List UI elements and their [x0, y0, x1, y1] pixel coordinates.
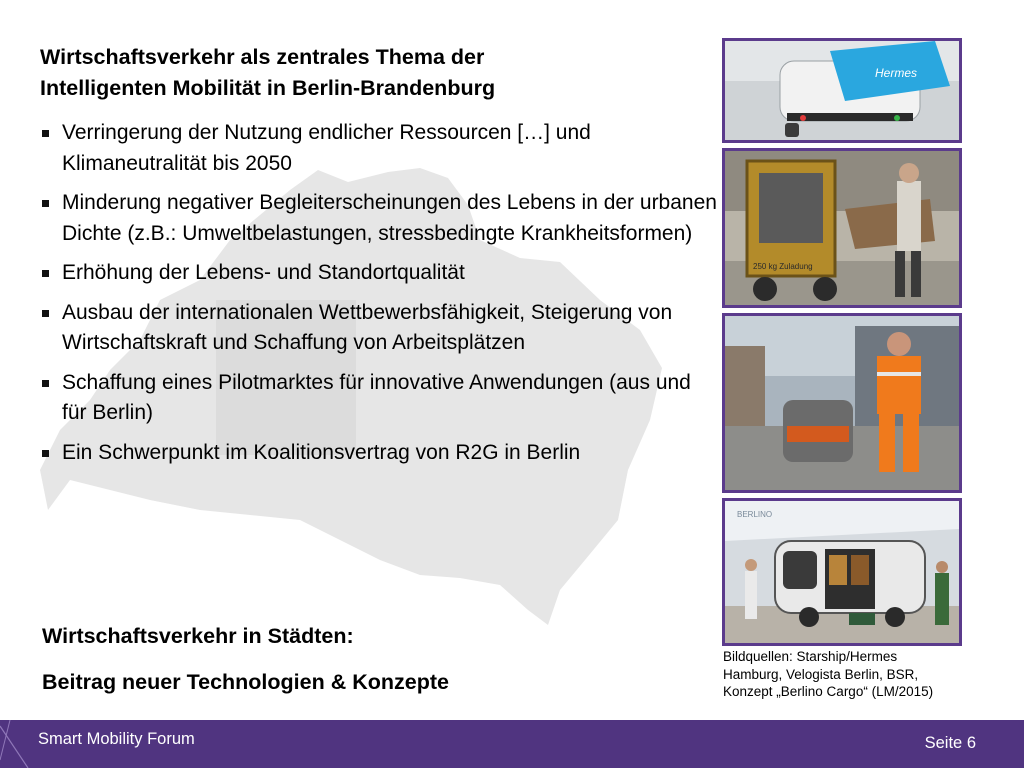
caption-line-1: Bildquellen: Starship/Hermes	[723, 649, 898, 664]
subheading-new-technologies: Beitrag neuer Technologien & Konzepte	[42, 670, 449, 694]
photo-cleaning-robot-worker	[722, 313, 962, 493]
bullet-list	[40, 118, 720, 477]
image-source-caption	[723, 648, 993, 701]
photo-cargo-bike	[722, 148, 962, 308]
footer-brand: Smart Mobility Forum	[38, 730, 195, 748]
bullet-item: Ausbau der internationalen Wettbewerbsfähigkeit, Steigerung von Wirtschaftskraft und Schaffung von Arbeitsplätzen	[40, 298, 720, 359]
bullet-item: Schaffung eines Pilotmarktes für innovative Anwendungen (aus und für Berlin)	[40, 368, 720, 429]
photo-berlino-cargo-concept	[722, 498, 962, 646]
slide-title-line-2: Intelligenten Mobilität in Berlin-Brandenburg	[40, 76, 496, 100]
berlino-label: BERLINO	[737, 510, 773, 519]
page-number: Seite 6	[924, 734, 976, 752]
caption-line-2: Hamburg, Velogista Berlin, BSR,	[723, 666, 919, 682]
cargo-bike-label: 250 kg Zuladung	[753, 262, 813, 271]
subheading-urban-freight: Wirtschaftsverkehr in Städten:	[42, 624, 354, 648]
bullet-item: Minderung negativer Begleiterscheinungen des Lebens in der urbanen Dichte (z.B.: Umweltbelastungen, stressbedingte Krankheitsformen)	[40, 188, 720, 249]
photo-delivery-robot	[722, 38, 962, 143]
slide-title	[40, 42, 680, 104]
footer-bar	[0, 720, 1024, 768]
caption-line-3: Konzept „Berlino Cargo“ (LM/2015)	[723, 684, 934, 699]
hermes-box-label: Hermes	[875, 66, 918, 80]
bullet-item: Erhöhung der Lebens- und Standortqualität	[40, 258, 720, 289]
slide-title-line-1: Wirtschaftsverkehr als zentrales Thema der	[40, 45, 485, 69]
bullet-item: Ein Schwerpunkt im Koalitionsvertrag von R2G in Berlin	[40, 438, 720, 469]
bullet-item: Verringerung der Nutzung endlicher Ressourcen […] und Klimaneutralität bis 2050	[40, 118, 720, 179]
